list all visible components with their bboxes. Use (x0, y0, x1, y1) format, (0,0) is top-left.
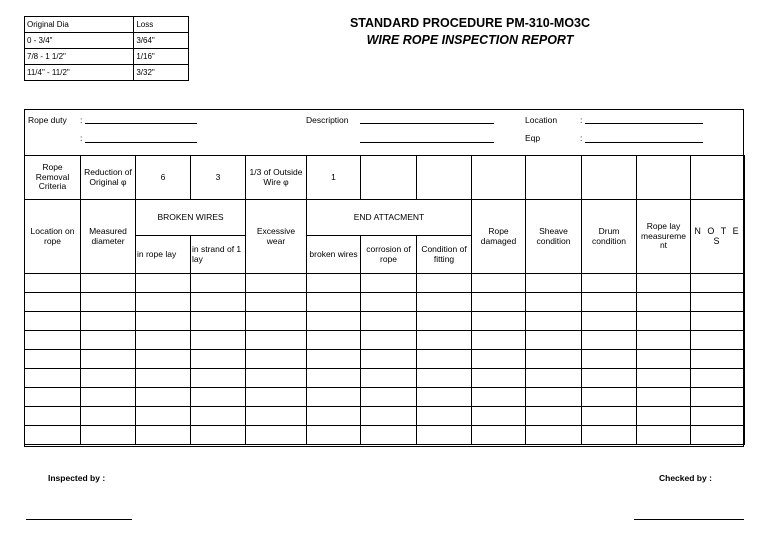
entry-cell[interactable] (526, 388, 582, 407)
entry-cell[interactable] (526, 274, 582, 293)
entry-cell[interactable] (25, 426, 81, 445)
entry-cell[interactable] (582, 350, 637, 369)
table-row (25, 407, 745, 426)
column-header-excessive-wear: Excessive wear (246, 200, 307, 274)
criteria-strand: 3 (191, 156, 246, 200)
entry-cell[interactable] (25, 350, 81, 369)
entry-cell[interactable] (637, 407, 691, 426)
entry-cell[interactable] (81, 407, 136, 426)
table-row (25, 388, 745, 407)
entry-cell[interactable] (307, 426, 361, 445)
entry-cell[interactable] (246, 369, 307, 388)
entry-cell[interactable] (637, 369, 691, 388)
entry-cell[interactable] (136, 312, 191, 331)
entry-cell[interactable] (637, 274, 691, 293)
entry-cell[interactable] (81, 274, 136, 293)
entry-cell[interactable] (417, 350, 472, 369)
table-row (25, 293, 745, 312)
entry-cell[interactable] (361, 331, 417, 350)
criteria-end-broken: 1 (307, 156, 361, 200)
table-cell (526, 156, 582, 200)
entry-cell[interactable] (81, 369, 136, 388)
entry-cell[interactable] (417, 388, 472, 407)
location-label: Location (525, 115, 558, 125)
column-header: Loss (134, 17, 189, 33)
entry-cell[interactable] (191, 388, 246, 407)
entry-cell[interactable] (526, 331, 582, 350)
entry-cell[interactable] (691, 350, 745, 369)
entry-cell[interactable] (691, 369, 745, 388)
column-header-condition-fitting: Condition of fitting (417, 236, 472, 274)
location-colon: : (580, 115, 583, 125)
entry-cell[interactable] (582, 407, 637, 426)
entry-cell[interactable] (246, 407, 307, 426)
table-row (25, 426, 745, 445)
entry-cell[interactable] (307, 369, 361, 388)
column-header-measured: Measured diameter (81, 200, 136, 274)
entry-cell[interactable] (472, 293, 526, 312)
entry-cell[interactable] (472, 350, 526, 369)
table-cell: 11/4" - 11/2" (25, 65, 134, 81)
entry-cell[interactable] (25, 407, 81, 426)
entry-cell[interactable] (307, 293, 361, 312)
column-header-in-strand: in strand of 1 lay (191, 236, 246, 274)
entry-cell[interactable] (417, 293, 472, 312)
column-header-row (25, 200, 745, 236)
entry-cell[interactable] (526, 407, 582, 426)
table-row (25, 350, 745, 369)
entry-cell[interactable] (246, 388, 307, 407)
table-cell: 3/32" (134, 65, 189, 81)
inspected-by-signature-line[interactable] (26, 519, 132, 520)
entry-cell[interactable] (526, 426, 582, 445)
eqp-colon: : (580, 133, 583, 143)
rope-duty-field[interactable] (85, 123, 197, 124)
entry-cell[interactable] (361, 369, 417, 388)
table-row (25, 369, 745, 388)
table-row (25, 17, 189, 33)
entry-cell[interactable] (361, 350, 417, 369)
rope-duty-colon: : (80, 115, 83, 125)
eqp-label: Eqp (525, 133, 541, 143)
column-header-in-rope-lay: in rope lay (136, 236, 191, 274)
entry-cell[interactable] (637, 426, 691, 445)
column-header-broken-wires: BROKEN WIRES (136, 200, 246, 236)
table-cell (637, 156, 691, 200)
entry-cell[interactable] (417, 426, 472, 445)
inspection-table (24, 155, 745, 445)
table-cell (361, 156, 417, 200)
entry-cell[interactable] (691, 426, 745, 445)
entry-cell[interactable] (691, 407, 745, 426)
checked-by-signature-line[interactable] (634, 519, 744, 520)
entry-cell[interactable] (81, 388, 136, 407)
entry-cell[interactable] (191, 350, 246, 369)
entry-cell[interactable] (81, 350, 136, 369)
table-row (25, 274, 745, 293)
entry-cell[interactable] (246, 293, 307, 312)
entry-cell[interactable] (361, 312, 417, 331)
entry-cell[interactable] (136, 369, 191, 388)
entry-cell[interactable] (25, 312, 81, 331)
entry-cell[interactable] (526, 293, 582, 312)
entry-cell[interactable] (25, 274, 81, 293)
entry-cell[interactable] (526, 369, 582, 388)
table-row (25, 33, 189, 49)
entry-cell[interactable] (417, 407, 472, 426)
criteria-label: Rope Removal Criteria (25, 156, 81, 200)
rope-duty-field-2[interactable] (85, 142, 197, 143)
entry-cell[interactable] (691, 388, 745, 407)
entry-cell[interactable] (81, 426, 136, 445)
criteria-reduction: Reduction of Original φ (81, 156, 136, 200)
criteria-wear: 1/3 of Outside Wire φ (246, 156, 307, 200)
entry-cell[interactable] (361, 293, 417, 312)
page-title: STANDARD PROCEDURE PM-310-MO3C (349, 16, 591, 30)
entry-cell[interactable] (136, 407, 191, 426)
entry-cell[interactable] (136, 388, 191, 407)
entry-cell[interactable] (417, 274, 472, 293)
entry-cell[interactable] (637, 331, 691, 350)
entry-cell[interactable] (307, 350, 361, 369)
entry-cell[interactable] (472, 369, 526, 388)
entry-cell[interactable] (136, 293, 191, 312)
entry-cell[interactable] (25, 293, 81, 312)
entry-cell[interactable] (81, 331, 136, 350)
entry-cell[interactable] (417, 331, 472, 350)
entry-cell[interactable] (136, 350, 191, 369)
entry-cell[interactable] (191, 312, 246, 331)
table-cell (417, 156, 472, 200)
entry-cell[interactable] (417, 369, 472, 388)
entry-cell[interactable] (191, 407, 246, 426)
entry-cell[interactable] (81, 312, 136, 331)
entry-cell[interactable] (472, 407, 526, 426)
criteria-row (25, 156, 745, 200)
entry-cell[interactable] (526, 350, 582, 369)
description-label: Description (306, 115, 349, 125)
entry-cell[interactable] (582, 426, 637, 445)
location-field[interactable] (585, 123, 703, 124)
entry-cell[interactable] (472, 426, 526, 445)
entry-cell[interactable] (246, 331, 307, 350)
table-cell: 0 - 3/4" (25, 33, 134, 49)
entry-cell[interactable] (361, 274, 417, 293)
column-header-drum: Drum condition (582, 200, 637, 274)
checked-by-label: Checked by : (659, 473, 712, 483)
entry-cell[interactable] (637, 388, 691, 407)
table-body (25, 274, 745, 445)
description-field[interactable] (360, 123, 494, 124)
table-cell (691, 156, 745, 200)
column-header-end-attachment: END ATTACMENT (307, 200, 472, 236)
entry-cell[interactable] (582, 293, 637, 312)
page-subtitle: WIRE ROPE INSPECTION REPORT (366, 33, 574, 47)
table-cell: 7/8 - 1 1/2" (25, 49, 134, 65)
entry-cell[interactable] (191, 293, 246, 312)
table-row (25, 331, 745, 350)
table-cell: 3/64" (134, 33, 189, 49)
column-header: Original Dia (25, 17, 134, 33)
table-row (25, 312, 745, 331)
entry-cell[interactable] (472, 388, 526, 407)
entry-cell[interactable] (307, 331, 361, 350)
description-field-2[interactable] (360, 142, 494, 143)
loss-reference-table (24, 16, 189, 81)
entry-cell[interactable] (246, 350, 307, 369)
entry-cell[interactable] (307, 388, 361, 407)
rope-duty-label: Rope duty (28, 115, 67, 125)
entry-cell[interactable] (691, 293, 745, 312)
table-row (25, 49, 189, 65)
entry-cell[interactable] (361, 426, 417, 445)
entry-cell[interactable] (582, 312, 637, 331)
entry-cell[interactable] (637, 293, 691, 312)
table-cell (472, 156, 526, 200)
entry-cell[interactable] (637, 312, 691, 331)
column-header-rope-damaged: Rope damaged (472, 200, 526, 274)
table-row (25, 65, 189, 81)
entry-cell[interactable] (246, 274, 307, 293)
column-header-location: Location on rope (25, 200, 81, 274)
entry-cell[interactable] (25, 331, 81, 350)
rope-duty-colon-2: : (80, 133, 83, 143)
eqp-field[interactable] (585, 142, 703, 143)
entry-cell[interactable] (417, 312, 472, 331)
column-header-notes: N O T E S (691, 200, 745, 274)
entry-cell[interactable] (582, 331, 637, 350)
column-header-sheave: Sheave condition (526, 200, 582, 274)
entry-cell[interactable] (81, 293, 136, 312)
inspected-by-label: Inspected by : (48, 473, 106, 483)
entry-cell[interactable] (582, 274, 637, 293)
entry-cell[interactable] (136, 274, 191, 293)
entry-cell[interactable] (136, 331, 191, 350)
entry-cell[interactable] (582, 388, 637, 407)
column-header-rope-lay-measurement: Rope lay measureme nt (637, 200, 691, 274)
entry-cell[interactable] (191, 331, 246, 350)
entry-cell[interactable] (691, 312, 745, 331)
entry-cell[interactable] (691, 331, 745, 350)
entry-cell[interactable] (526, 312, 582, 331)
entry-cell[interactable] (246, 426, 307, 445)
entry-cell[interactable] (191, 274, 246, 293)
entry-cell[interactable] (191, 426, 246, 445)
entry-cell[interactable] (246, 312, 307, 331)
entry-cell[interactable] (582, 369, 637, 388)
table-cell (582, 156, 637, 200)
table-cell: 1/16" (134, 49, 189, 65)
entry-cell[interactable] (691, 274, 745, 293)
entry-cell[interactable] (25, 388, 81, 407)
column-header-broken-wires-end: broken wires (307, 236, 361, 274)
entry-cell[interactable] (136, 426, 191, 445)
entry-cell[interactable] (472, 312, 526, 331)
entry-cell[interactable] (361, 388, 417, 407)
entry-cell[interactable] (361, 407, 417, 426)
entry-cell[interactable] (191, 369, 246, 388)
entry-cell[interactable] (637, 350, 691, 369)
column-header-corrosion: corrosion of rope (361, 236, 417, 274)
entry-cell[interactable] (307, 274, 361, 293)
entry-cell[interactable] (307, 312, 361, 331)
criteria-rope-lay: 6 (136, 156, 191, 200)
entry-cell[interactable] (307, 407, 361, 426)
entry-cell[interactable] (472, 274, 526, 293)
entry-cell[interactable] (472, 331, 526, 350)
entry-cell[interactable] (25, 369, 81, 388)
